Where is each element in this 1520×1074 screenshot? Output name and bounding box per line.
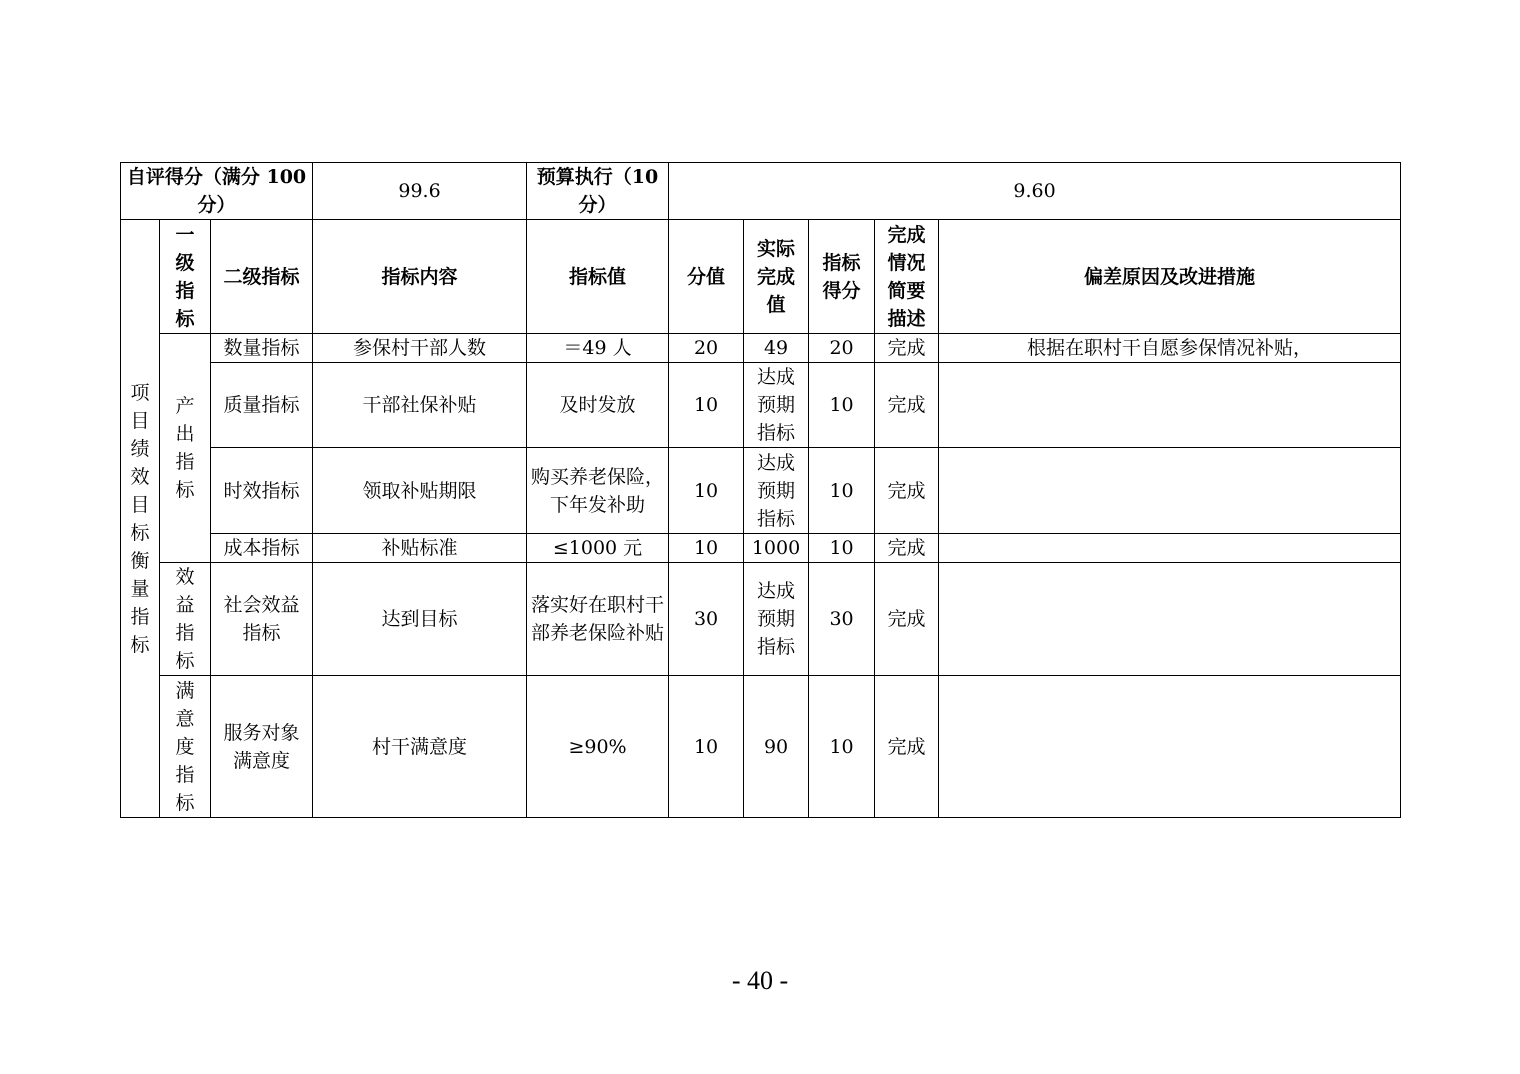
row-status: 完成 [875, 676, 939, 818]
column-header-row [121, 220, 1401, 334]
row-level2: 质量指标 [211, 363, 313, 448]
row-deviation: 根据在职村干自愿参保情况补贴， [939, 334, 1401, 363]
row-level2: 社会效益指标 [211, 563, 313, 676]
row-metric-score: 20 [809, 334, 875, 363]
row-target: ＝49 人 [527, 334, 669, 363]
col-level2: 二级指标 [211, 220, 313, 334]
row-level2: 成本指标 [211, 534, 313, 563]
row-target: ≥90% [527, 676, 669, 818]
row-deviation [939, 363, 1401, 448]
row-content: 参保村干部人数 [313, 334, 527, 363]
row-actual: 1000 [744, 534, 809, 563]
table-row [121, 563, 1401, 676]
row-content: 达到目标 [313, 563, 527, 676]
row-deviation [939, 448, 1401, 534]
budget-label: 预算执行（10 分） [527, 163, 669, 220]
col-content: 指标内容 [313, 220, 527, 334]
row-score: 10 [669, 534, 744, 563]
table-row [121, 448, 1401, 534]
col-status: 完成情况简要描述 [875, 220, 939, 334]
row-score: 10 [669, 448, 744, 534]
row-score: 20 [669, 334, 744, 363]
row-status: 完成 [875, 563, 939, 676]
row-deviation [939, 676, 1401, 818]
col-level1: 一级指标 [160, 220, 211, 334]
row-metric-score: 10 [809, 534, 875, 563]
row-content: 领取补贴期限 [313, 448, 527, 534]
row-content: 村干满意度 [313, 676, 527, 818]
row-actual: 49 [744, 334, 809, 363]
budget-value: 9.60 [669, 163, 1401, 220]
row-status: 完成 [875, 363, 939, 448]
row-actual: 达成预期指标 [744, 563, 809, 676]
row-actual: 90 [744, 676, 809, 818]
category-benefit: 效益指标 [160, 563, 211, 676]
row-metric-score: 10 [809, 363, 875, 448]
row-deviation [939, 563, 1401, 676]
col-deviation: 偏差原因及改进措施 [939, 220, 1401, 334]
row-target: 落实好在职村干部养老保险补贴 [527, 563, 669, 676]
summary-row [121, 163, 1401, 220]
row-status: 完成 [875, 448, 939, 534]
page-number: - 40 - [731, 966, 789, 995]
row-deviation [939, 534, 1401, 563]
row-status: 完成 [875, 334, 939, 363]
col-score: 分值 [669, 220, 744, 334]
row-actual: 达成预期指标 [744, 363, 809, 448]
category-satisfaction: 满意度指标 [160, 676, 211, 818]
row-status: 完成 [875, 534, 939, 563]
row-content: 干部社保补贴 [313, 363, 527, 448]
row-level2: 时效指标 [211, 448, 313, 534]
table-row [121, 534, 1401, 563]
col-actual: 实际完成值 [744, 220, 809, 334]
row-metric-score: 30 [809, 563, 875, 676]
self-score-value: 99.6 [313, 163, 527, 220]
col-metric-score: 指标得分 [809, 220, 875, 334]
table-row [121, 363, 1401, 448]
category-output: 产出指标 [160, 334, 211, 563]
row-target: ≤1000 元 [527, 534, 669, 563]
row-level2: 服务对象满意度 [211, 676, 313, 818]
row-score: 10 [669, 363, 744, 448]
performance-table [120, 162, 1401, 818]
self-score-label: 自评得分（满分 100 分） [121, 163, 313, 220]
row-actual: 达成预期指标 [744, 448, 809, 534]
row-score: 10 [669, 676, 744, 818]
row-metric-score: 10 [809, 448, 875, 534]
row-target: 及时发放 [527, 363, 669, 448]
row-metric-score: 10 [809, 676, 875, 818]
table-row [121, 676, 1401, 818]
row-target: 购买养老保险，下年发补助 [527, 448, 669, 534]
table-row [121, 334, 1401, 363]
row-content: 补贴标准 [313, 534, 527, 563]
row-score: 30 [669, 563, 744, 676]
row-level2: 数量指标 [211, 334, 313, 363]
col-target: 指标值 [527, 220, 669, 334]
group-label: 项目绩效目标衡量指标 [121, 220, 160, 818]
